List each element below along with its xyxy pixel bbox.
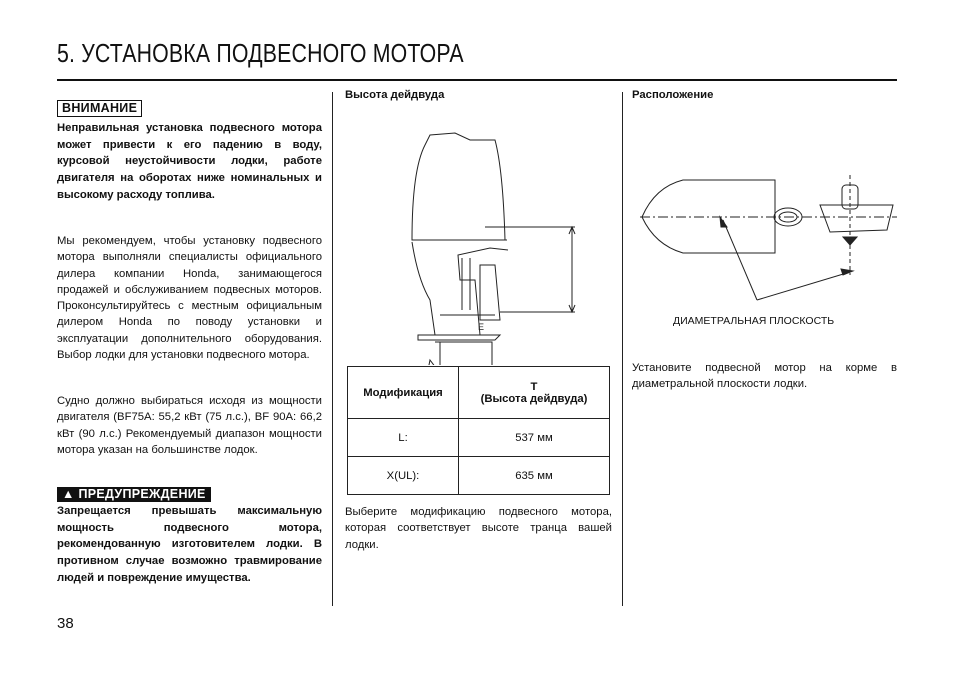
table-header-row <box>348 367 610 419</box>
table-row <box>348 419 610 457</box>
paragraph-power: Судно должно выбираться исходя из мощности двигателя (BF75A: 55,2 кВт (75 л.с.), BF 90A: 66,2 кВт (90 л.с.) Рекомендуемый диапазон мощности мотора указан на большинстве лодок. <box>57 395 322 456</box>
centerline-label: ДИАМЕТРАЛЬНАЯ ПЛОСКОСТЬ <box>673 315 835 327</box>
location-heading: Расположение <box>632 89 714 101</box>
warning-label <box>57 487 211 502</box>
page-title: 5. УСТАНОВКА ПОДВЕСНОГО МОТОРА <box>57 38 464 68</box>
warning-text: Запрещается превышать максимальную мощность подвесного мотора, рекомендованную изготовителем лодки. В противном случае возможно травмирование людей и повреждение имущества. <box>57 505 322 584</box>
cell-model: L: <box>348 419 459 457</box>
paragraph-dealer: Мы рекомендуем, чтобы установку подвесного мотора выполняли специалисты официального дилера компании Honda, занимающегося продажей и обслуживанием подвесных моторов. Проконсультируйтесь с местным официальным дилером Honda по поводу установки и эксплуатации дополнительного оборудования. Выбор лодки для установки подвесного мотора. <box>57 235 322 362</box>
warning-label-text: ПРЕДУПРЕЖДЕНИЕ <box>78 487 206 501</box>
header-height-label: (Высота дейдвуда) <box>480 392 588 405</box>
notice-text: Неправильная установка подвесного мотора может привести к его падению в воду, курсовой неустойчивости лодки, работе двигателя на оборотах ниже номинальных и высокому расходу топлива. <box>57 122 322 201</box>
header-height <box>459 367 610 419</box>
cell-height: 635 мм <box>459 457 610 495</box>
table-row <box>348 457 610 495</box>
transom-height-heading: Высота дейдвуда <box>345 89 445 101</box>
cell-height: 537 мм <box>459 419 610 457</box>
transom-table <box>347 366 610 495</box>
header-t: T <box>530 380 538 393</box>
cell-model: X(UL): <box>348 457 459 495</box>
diagram-label-e: E <box>478 322 485 332</box>
notice-label: ВНИМАНИЕ <box>57 100 142 117</box>
column-divider <box>622 92 623 606</box>
right-text: Установите подвесной мотор на корме в диаметральной плоскости лодки. <box>632 362 897 391</box>
middle-text: Выберите модификацию подвесного мотора, которая соответствует высоте транца вашей лодки. <box>345 506 612 551</box>
warning-triangle-icon: ▲ <box>62 487 79 501</box>
boat-centerline-diagram <box>635 175 900 315</box>
outboard-motor-diagram <box>400 130 600 365</box>
title-rule <box>57 79 897 81</box>
header-model: Модификация <box>348 367 459 419</box>
page-number: 38 <box>57 615 74 632</box>
column-divider <box>332 92 333 606</box>
